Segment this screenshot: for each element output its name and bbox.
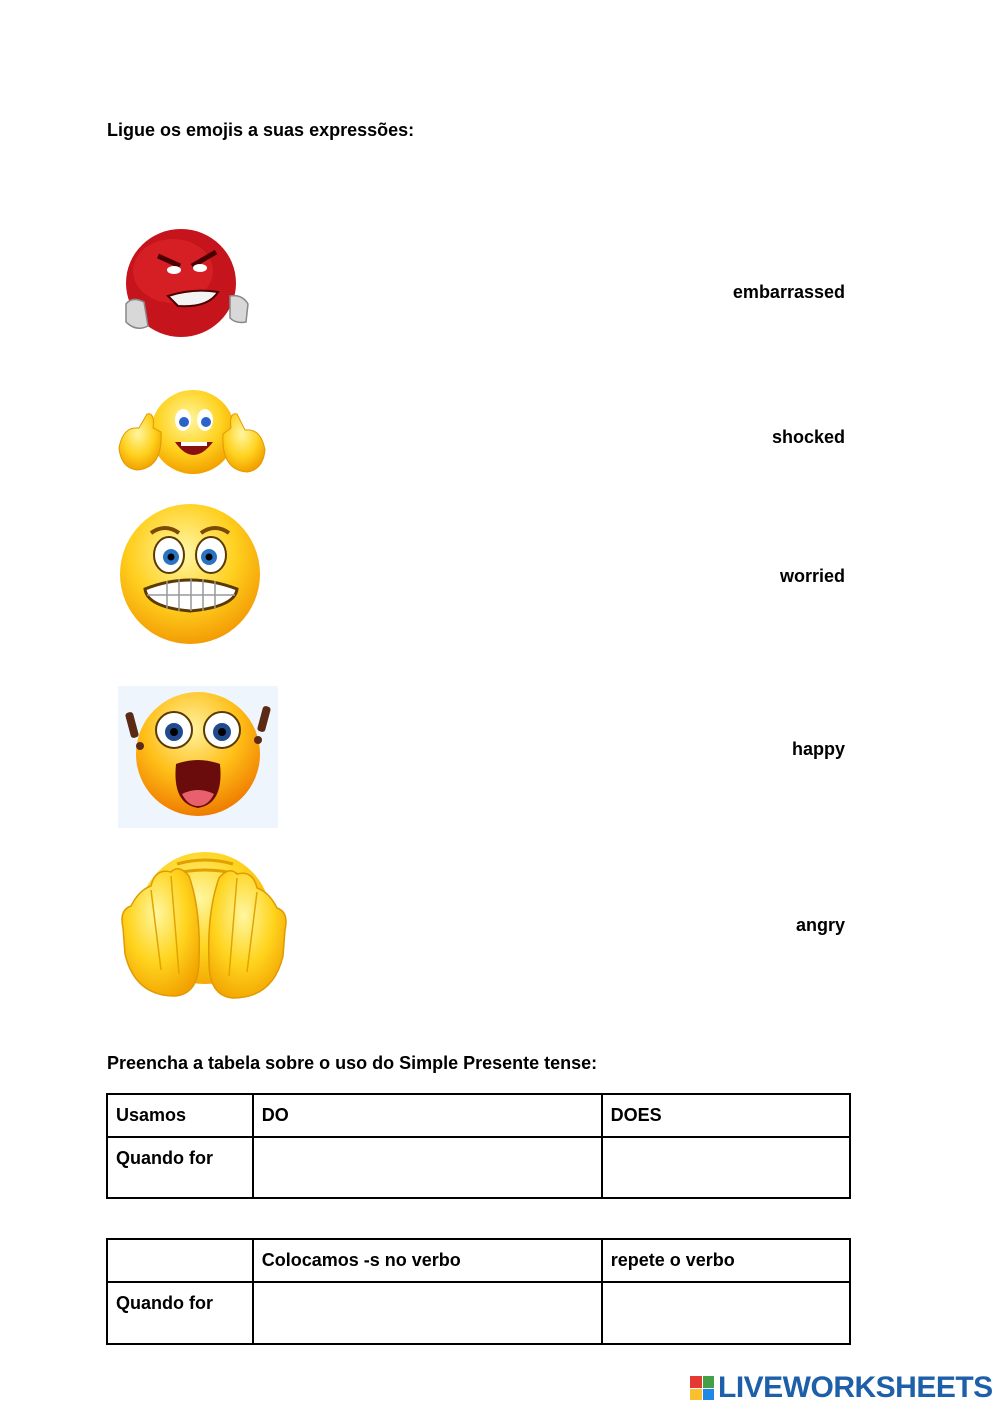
expression-happy[interactable]: happy xyxy=(791,739,845,759)
expression-shocked[interactable]: shocked xyxy=(771,427,845,447)
table-row xyxy=(107,1239,850,1282)
expression-worried[interactable]: worried xyxy=(779,566,845,586)
table-cell: Quando for xyxy=(107,1137,253,1198)
happy-thumbs-up-emoji-icon xyxy=(117,388,267,480)
liveworksheets-logo[interactable] xyxy=(690,1372,993,1404)
verb-rule-table xyxy=(106,1238,851,1345)
shocked-emoji-icon xyxy=(118,686,278,828)
table-cell: repete o verbo xyxy=(602,1239,850,1282)
match-instruction: Ligue os emojis a suas expressões: xyxy=(107,120,415,140)
table-cell: Usamos xyxy=(107,1094,253,1137)
table-cell: DO xyxy=(253,1094,602,1137)
table-cell xyxy=(107,1239,253,1282)
embarrassed-hands-face-emoji-icon xyxy=(117,850,291,1000)
expression-angry[interactable]: angry xyxy=(795,915,845,935)
table-cell: Quando for xyxy=(107,1282,253,1344)
liveworksheets-logo-icon xyxy=(690,1376,714,1400)
table-cell: Colocamos -s no verbo xyxy=(253,1239,602,1282)
answer-cell[interactable] xyxy=(602,1282,850,1344)
expression-embarrassed[interactable]: embarrassed xyxy=(732,282,845,302)
answer-cell[interactable] xyxy=(253,1137,602,1198)
answer-cell[interactable] xyxy=(602,1137,850,1198)
angry-red-emoji-icon xyxy=(118,226,253,341)
table-instruction: Preencha a tabela sobre o uso do Simple Presente tense: xyxy=(107,1053,598,1073)
table-row xyxy=(107,1282,850,1344)
table-row xyxy=(107,1094,850,1137)
logo-text: LIVEWORKSHEETS xyxy=(718,1371,993,1404)
worried-grimace-emoji-icon xyxy=(117,503,265,645)
table-row xyxy=(107,1137,850,1198)
table-cell: DOES xyxy=(602,1094,850,1137)
answer-cell[interactable] xyxy=(253,1282,602,1344)
do-does-table xyxy=(106,1093,851,1199)
